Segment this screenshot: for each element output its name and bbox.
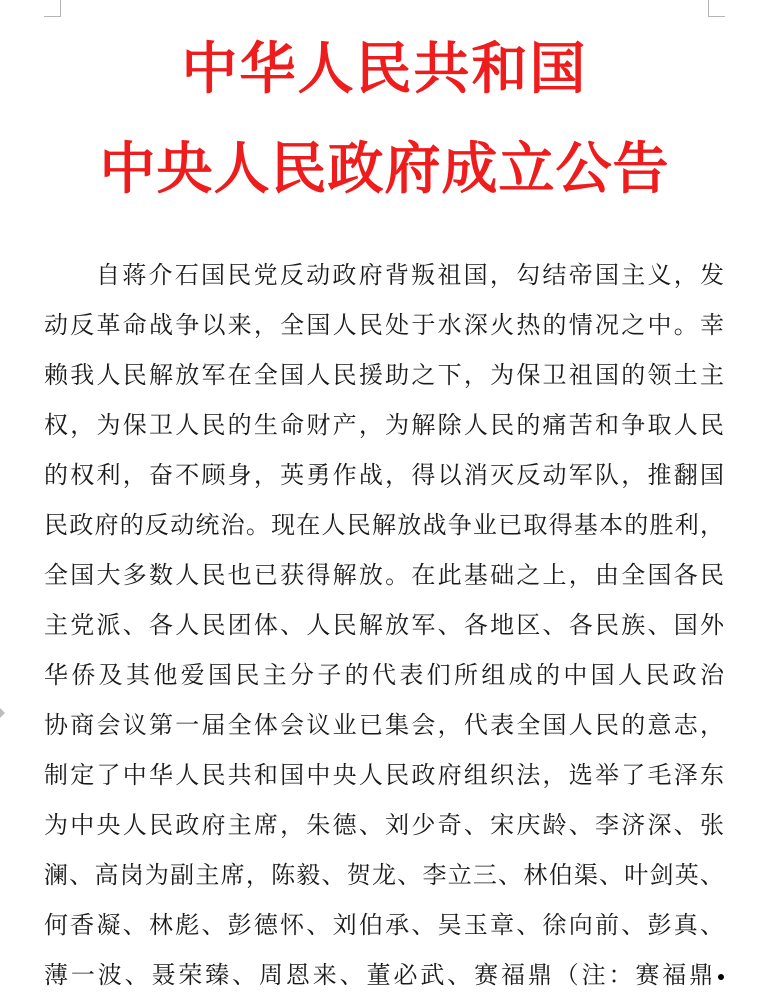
paragraph-line: 的权利，奋不顾身，英勇作战，得以消灭反动军队，推翻国 (44, 461, 724, 489)
paragraph-line: 自蒋介石国民党反动政府背叛祖国，勾结帝国主义，发 (96, 261, 724, 289)
paragraph-line: 权，为保卫人民的生命财产，为解除人民的痛苦和争取人民 (44, 411, 724, 439)
document-title-line-1: 中华人民共和国 (181, 37, 588, 102)
paragraph-line: 动反革命战争以来，全国人民处于水深火热的情况之中。幸 (44, 311, 724, 339)
paragraph-line-text: 薄一波、聂荣臻、周恩来、董必武、赛福鼎（注：赛福鼎 (44, 961, 716, 989)
document-body (44, 250, 724, 1000)
crop-mark-top-left (44, 0, 61, 17)
paragraph-line (44, 950, 724, 1000)
paragraph-line: 赖我人民解放军在全国人民援助之下，为保卫祖国的领土主 (44, 361, 724, 389)
paragraph-line: 澜、高岗为副主席，陈毅、贺龙、李立三、林伯渠、叶剑英、 (44, 861, 724, 889)
paragraph-line: 为中央人民政府主席，朱德、刘少奇、宋庆龄、李济深、张 (44, 811, 724, 839)
paragraph-line: 协商会议第一届全体会议业已集会，代表全国人民的意志， (44, 711, 724, 739)
paragraph-line: 制定了中华人民共和国中央人民政府组织法，选举了毛泽东 (44, 761, 724, 789)
paragraph-line: 主党派、各人民团体、人民解放军、各地区、各民族、国外 (44, 611, 724, 639)
document-title-line-2: 中央人民政府成立公告 (99, 137, 670, 202)
crop-mark-top-right (708, 0, 725, 17)
paragraph-line: 民政府的反动统治。现在人民解放战争业已取得基本的胜利， (44, 511, 724, 539)
paragraph-line: 何香凝、林彪、彭德怀、刘伯承、吴玉章、徐向前、彭真、 (44, 911, 724, 939)
paragraph-line: 华侨及其他爱国民主分子的代表们所组成的中国人民政治 (44, 661, 724, 689)
bullet-dot-icon (718, 974, 724, 980)
paragraph-line: 全国大多数人民也已获得解放。在此基础之上，由全国各民 (44, 561, 724, 589)
margin-marker-icon (0, 708, 5, 718)
